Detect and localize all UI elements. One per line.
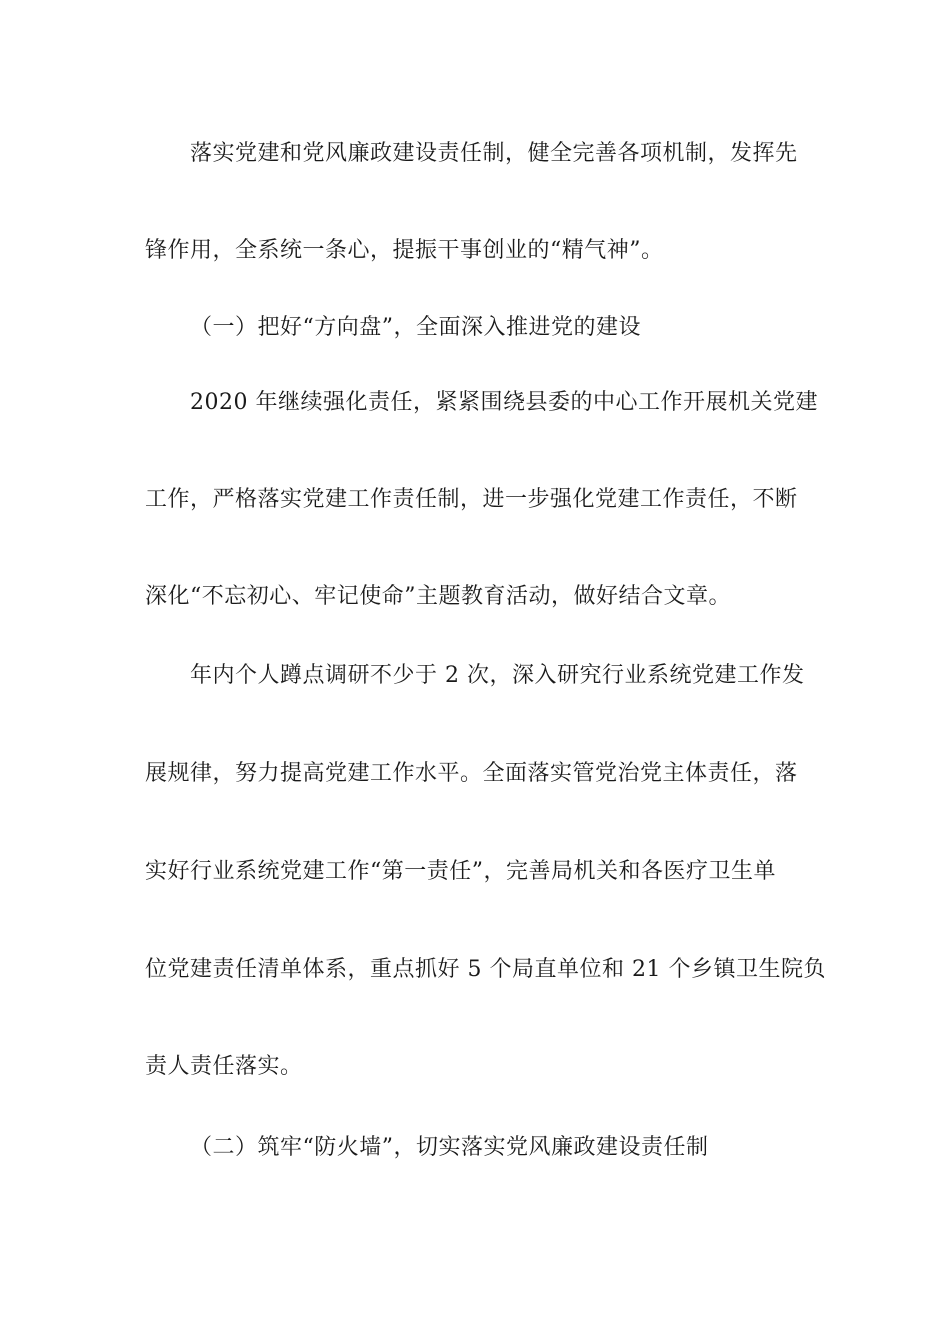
paragraph-1-line-1: 落实党建和党风廉政建设责任制，健全完善各项机制，发挥先 (190, 141, 798, 166)
section-heading-1: （一）把好“方向盘”，全面深入推进党的建设 (190, 315, 641, 340)
paragraph-3-line-4: 位党建责任清单体系，重点抓好 5 个局直单位和 21 个乡镇卫生院负 (145, 957, 826, 982)
paragraph-3-line-3: 实好行业系统党建工作“第一责任”，完善局机关和各医疗卫生单 (145, 859, 776, 884)
paragraph-3-line-2: 展规律，努力提高党建工作水平。全面落实管党治党主体责任，落 (145, 761, 798, 786)
section-heading-2: （二）筑牢“防火墙”，切实落实党风廉政建设责任制 (190, 1135, 709, 1160)
paragraph-3-line-1: 年内个人蹲点调研不少于 2 次，深入研究行业系统党建工作发 (190, 663, 805, 688)
paragraph-3-line-5: 责人责任落实。 (145, 1054, 303, 1079)
paragraph-2-line-3: 深化“不忘初心、牢记使命”主题教育活动，做好结合文章。 (145, 584, 731, 609)
paragraph-2-line-1: 2020 年继续强化责任，紧紧围绕县委的中心工作开展机关党建 (190, 390, 818, 415)
paragraph-2-line-2: 工作，严格落实党建工作责任制，进一步强化党建工作责任，不断 (145, 487, 798, 512)
paragraph-1-line-2: 锋作用，全系统一条心，提振干事创业的“精气神”。 (145, 238, 664, 263)
